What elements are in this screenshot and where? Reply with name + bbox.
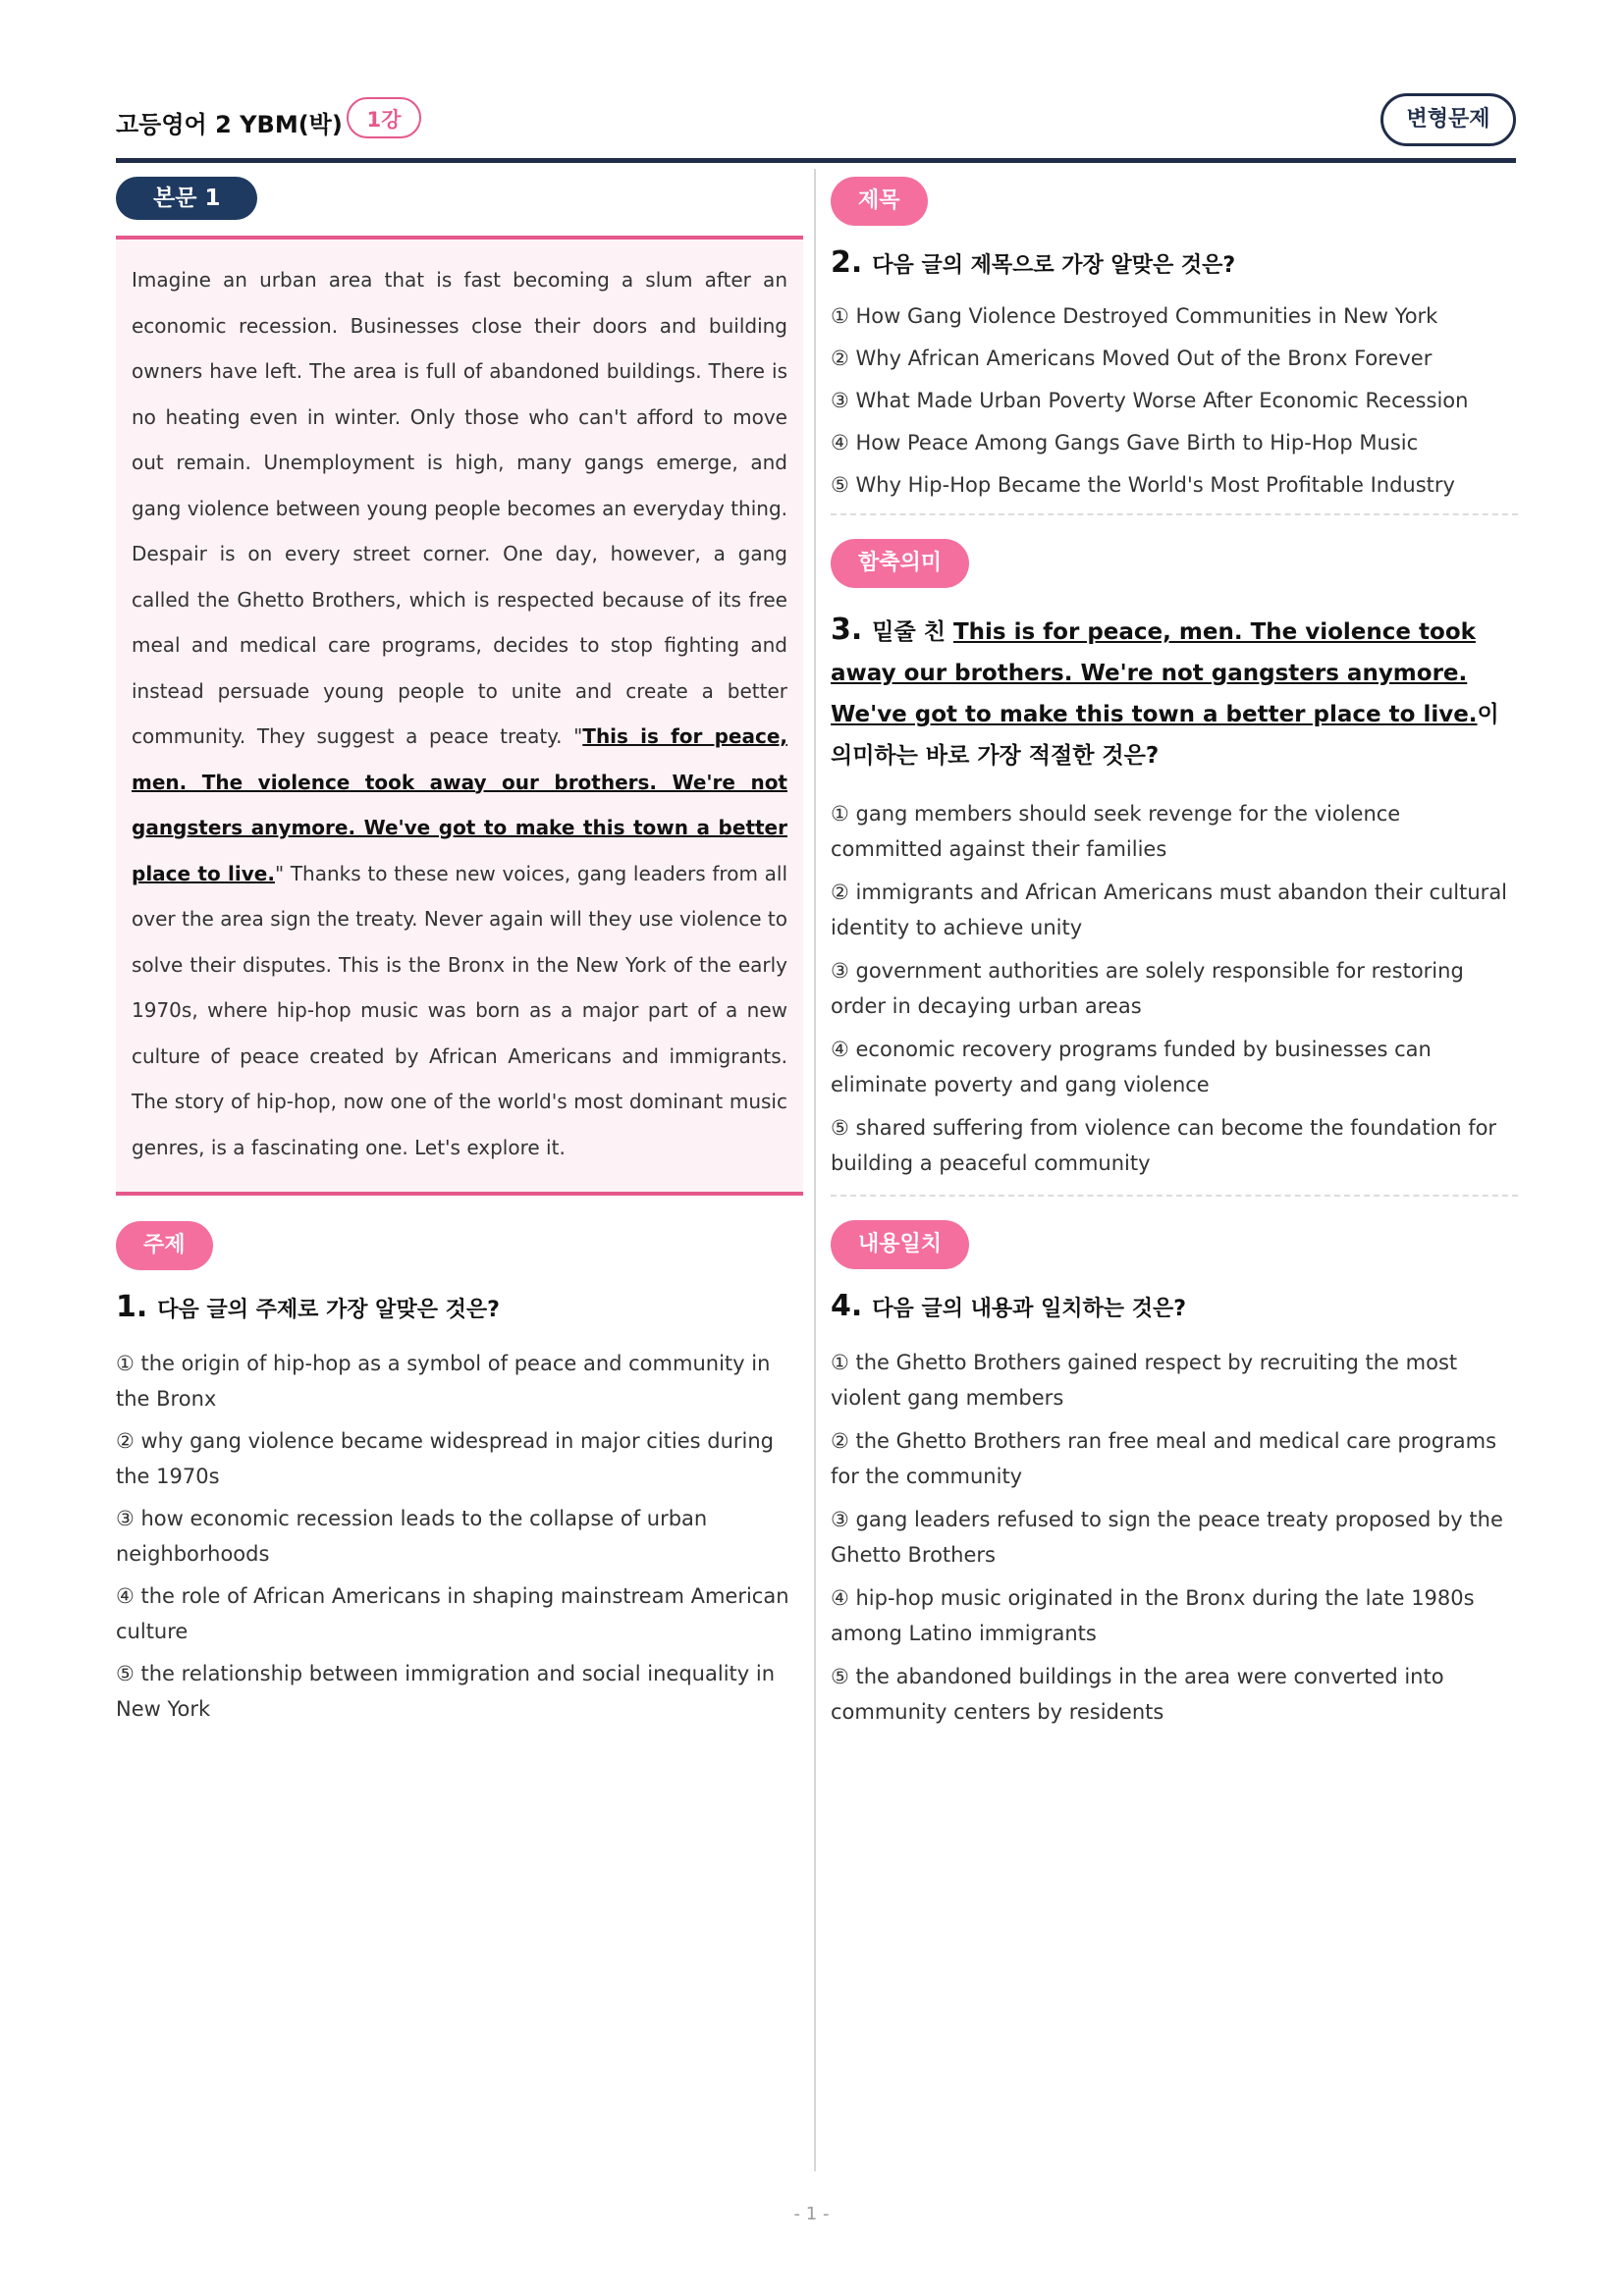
q1-question: 다음 글의 주제로 가장 알맞은 것은?	[157, 1298, 500, 1322]
q1-block	[116, 1221, 803, 1727]
q1-number: 1.	[116, 1290, 148, 1324]
q3-tag: 함축의미	[831, 539, 969, 588]
q4-tag: 내용일치	[831, 1220, 969, 1269]
q3-option-1[interactable]: ① gang members should seek revenge for the violence committed against their families	[831, 802, 1401, 861]
q2-option-1[interactable]: ① How Gang Violence Destroyed Communities in New York	[831, 304, 1438, 328]
q4-option-5[interactable]: ⑤ the abandoned buildings in the area were converted into community centers by residents	[831, 1665, 1444, 1724]
q4-options	[831, 1345, 1518, 1730]
q4-title	[831, 1291, 1518, 1325]
q1-option-5[interactable]: ⑤ the relationship between immigration and social inequality in New York	[116, 1662, 776, 1721]
right-column	[831, 177, 1518, 1737]
lesson-badge: 1강	[347, 97, 421, 138]
q2-title	[831, 247, 1518, 282]
q2-question: 다음 글의 제목으로 가장 알맞은 것은?	[872, 253, 1236, 278]
q1-options	[116, 1346, 803, 1727]
q1-option-2[interactable]: ② why gang violence became widespread in major cities during the 1970s	[116, 1429, 775, 1488]
q3-title	[831, 610, 1518, 776]
document-title: 고등영어 2 YBM(박)	[116, 111, 343, 138]
q1-tag: 주제	[116, 1221, 213, 1270]
q3-quote: This is for peace, men. The violence took away our brothers. We're not gangsters anymore. We've got to make this town a better place to live.	[831, 619, 1478, 727]
passage-text	[132, 257, 787, 1170]
passage-text-before: Imagine an urban area that is fast becoming a slum after an economic recession. Businesses close their doors and building owners have left. The area is full of abandoned buildings. There is no heating even in winter. Only those who can't afford to move out remain. Unemployment is high, many gangs emerge, and gang violence between young people becomes an everyday thing. Despair is on every street corner. One day, however, a gang called the Ghetto Brothers, which is respected because of its free meal and medical care programs, decides to stop fighting and instead persuade young people to unite and create a better community. They suggest a peace treaty. "	[132, 268, 787, 748]
q4-option-3[interactable]: ③ gang leaders refused to sign the peace treaty proposed by the Ghetto Brothers	[831, 1508, 1503, 1567]
q4-number: 4.	[831, 1289, 863, 1323]
section-separator	[831, 513, 1518, 515]
q2-option-3[interactable]: ③ What Made Urban Poverty Worse After Economic Recession	[831, 389, 1469, 412]
q3-option-2[interactable]: ② immigrants and African Americans must abandon their cultural identity to achieve unity	[831, 881, 1508, 939]
q1-title	[116, 1292, 803, 1326]
q1-option-1[interactable]: ① the origin of hip-hop as a symbol of peace and community in the Bronx	[116, 1352, 771, 1411]
q4-option-4[interactable]: ④ hip-hop music originated in the Bronx during the late 1980s among Latino immigrants	[831, 1586, 1475, 1645]
type-badge: 변형문제	[1380, 93, 1516, 146]
q2-tag: 제목	[831, 177, 928, 226]
q2-option-5[interactable]: ⑤ Why Hip-Hop Became the World's Most Profitable Industry	[831, 473, 1455, 497]
passage-label: 본문 1	[116, 177, 257, 220]
q3-options	[831, 796, 1518, 1181]
q2-block	[831, 177, 1518, 500]
left-column	[116, 177, 803, 1734]
page-header	[116, 93, 1516, 163]
q4-block	[831, 1220, 1518, 1730]
passage-text-after: " Thanks to these new voices, gang leaders from all over the area sign the treaty. Never again will they use violence to solve their disputes. This is the Bronx in the New York of the early 1970s, where hip-hop music was born as a major part of a new culture of peace created by African Americans and immigrants. The story of hip-hop, now one of the world's most dominant music genres, is a fascinating one. Let's explore it.	[132, 861, 788, 1159]
q3-block	[831, 539, 1518, 1181]
q3-option-4[interactable]: ④ economic recovery programs funded by businesses can eliminate poverty and gang violence	[831, 1038, 1432, 1096]
q3-number: 3.	[831, 613, 863, 647]
q4-option-1[interactable]: ① the Ghetto Brothers gained respect by recruiting the most violent gang members	[831, 1351, 1458, 1410]
q2-option-4[interactable]: ④ How Peace Among Gangs Gave Birth to Hip-Hop Music	[831, 431, 1419, 454]
q4-option-2[interactable]: ② the Ghetto Brothers ran free meal and medical care programs for the community	[831, 1429, 1497, 1488]
passage-box	[116, 236, 803, 1196]
page-number: - 1 -	[793, 2204, 830, 2224]
q1-option-4[interactable]: ④ the role of African Americans in shaping mainstream American culture	[116, 1584, 789, 1643]
q2-option-2[interactable]: ② Why African Americans Moved Out of the Bronx Forever	[831, 347, 1433, 370]
q1-option-3[interactable]: ③ how economic recession leads to the collapse of urban neighborhoods	[116, 1507, 708, 1566]
q3-option-5[interactable]: ⑤ shared suffering from violence can become the foundation for building a peaceful community	[831, 1116, 1497, 1175]
q2-number: 2.	[831, 245, 863, 280]
q4-question: 다음 글의 내용과 일치하는 것은?	[872, 1297, 1186, 1321]
column-divider	[814, 169, 816, 2171]
q2-options	[831, 301, 1518, 500]
q3-prefix: 밑줄 친	[872, 619, 953, 645]
q3-suffix: 이 의미하는 바로 가장 적절한 것은?	[831, 702, 1499, 769]
q3-option-3[interactable]: ③ government authorities are solely responsible for restoring order in decaying urban areas	[831, 959, 1464, 1018]
section-separator	[831, 1195, 1518, 1197]
passage-underlined-text: This is for peace, men. The violence took away our brothers. We're not gangsters anymore. We've got to make this town a better place to live.	[132, 724, 787, 885]
